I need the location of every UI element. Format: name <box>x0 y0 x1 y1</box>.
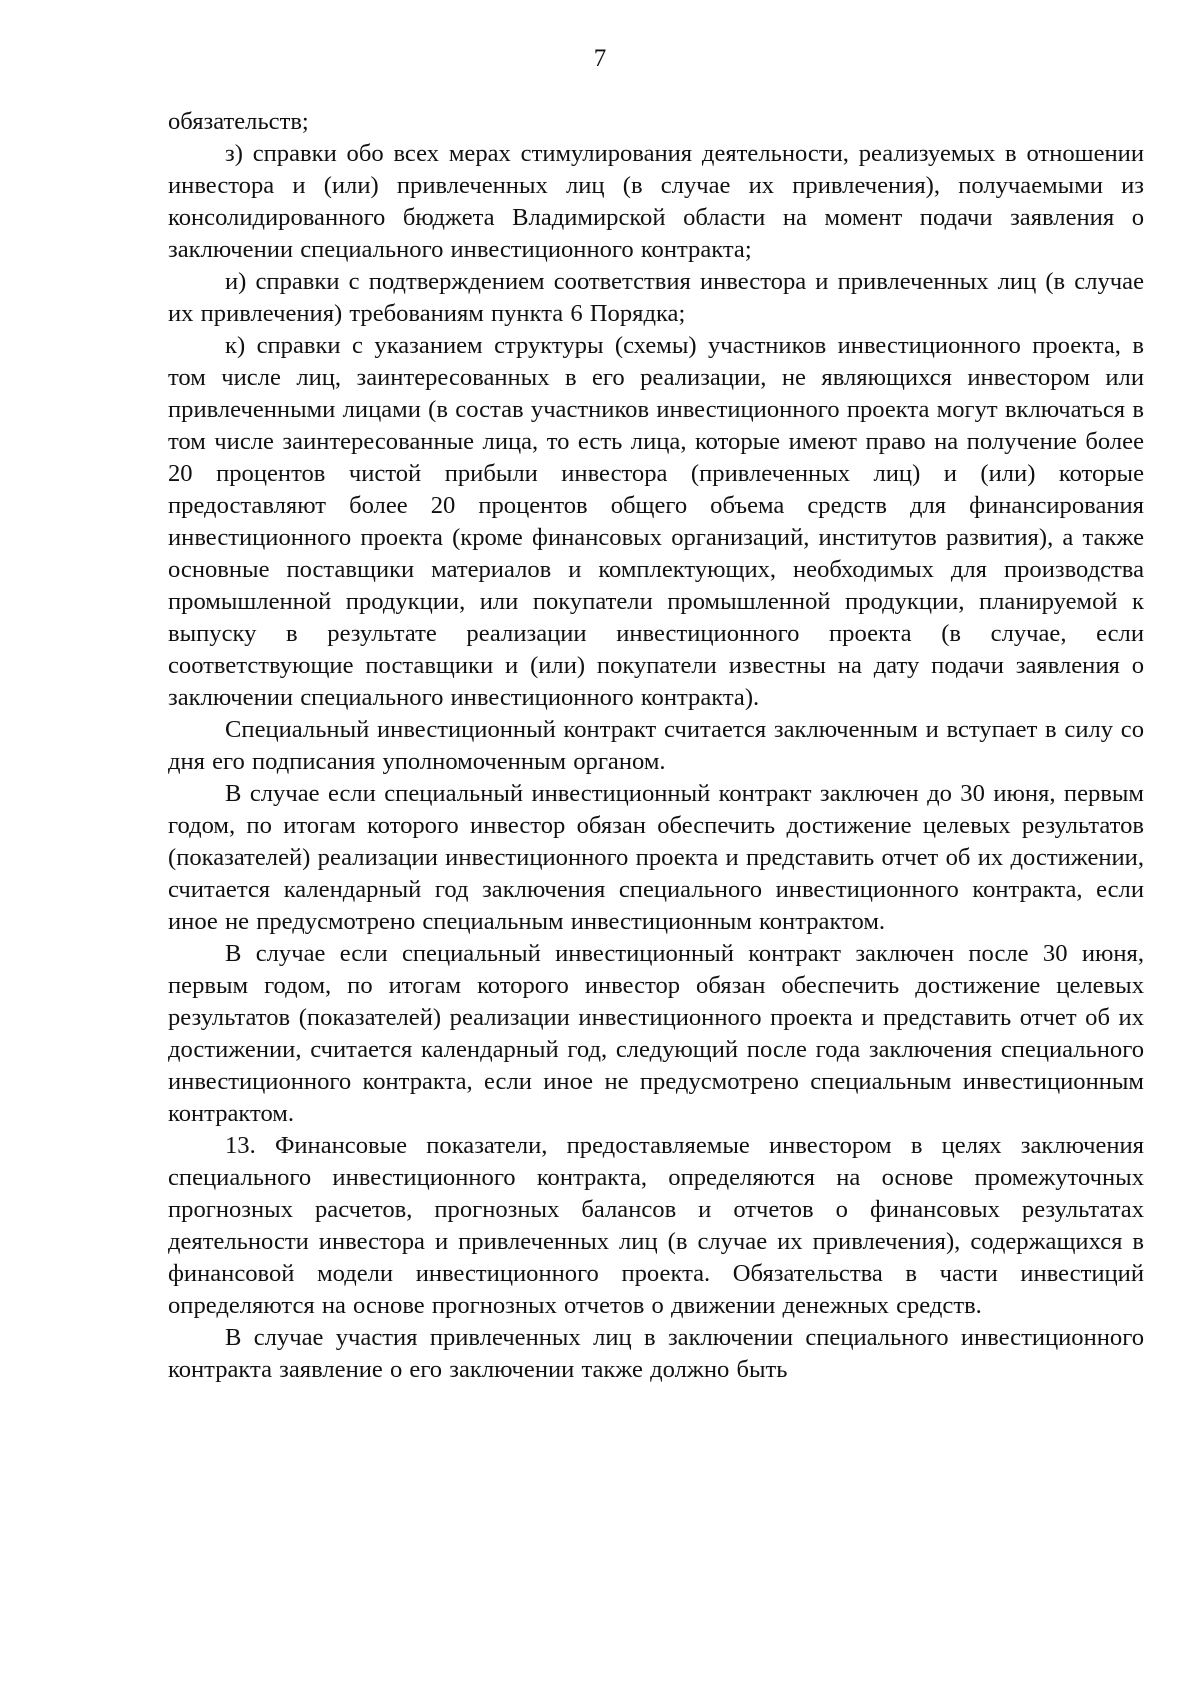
document-body <box>168 106 1144 1386</box>
page-number: 7 <box>593 45 607 72</box>
paragraph: з) справки обо всех мерах стимулирования деятельности, реализуемых в отношении инвестора и (или) привлеченных лиц (в случае их привлечения), получаемыми из консолидированного бюджета Владимирской области на момент подачи заявления о заключении специального инвестиционного контракта; <box>168 140 1144 263</box>
paragraph: В случае участия привлеченных лиц в заключении специального инвестиционного контракта заявление о его заключении также должно быть <box>168 1324 1144 1383</box>
paragraph: обязательств; <box>168 108 309 135</box>
paragraph: к) справки с указанием структуры (схемы) участников инвестиционного проекта, в том числе лиц, заинтересованных в его реализации, не являющихся инвестором или привлеченными лицами (в состав участников инвестиционного проекта могут включаться в том числе заинтересованные лица, то есть лица, которые имеют право на получение более 20 процентов чистой прибыли инвестора (привлеченных лиц) и (или) которые предоставляют более 20 процентов общего объема средств для финансирования инвестиционного проекта (кроме финансовых организаций, институтов развития), а также основные поставщики материалов и комплектующих, необходимых для производства промышленной продукции, или покупатели промышленной продукции, планируемой к выпуску в результате реализации инвестиционного проекта (в случае, если соответствующие поставщики и (или) покупатели известны на дату подачи заявления о заключении специального инвестиционного контракта). <box>168 332 1144 711</box>
paragraph: и) справки с подтверждением соответствия инвестора и привлеченных лиц (в случае их привлечения) требованиям пункта 6 Порядка; <box>168 268 1144 327</box>
paragraph: 13. Финансовые показатели, предоставляемые инвестором в целях заключения специального инвестиционного контракта, определяются на основе промежуточных прогнозных расчетов, прогнозных балансов и отчетов о финансовых результатах деятельности инвестора и привлеченных лиц (в случае их привлечения), содержащихся в финансовой модели инвестиционного проекта. Обязательства в части инвестиций определяются на основе прогнозных отчетов о движении денежных средств. <box>168 1132 1144 1319</box>
paragraph: В случае если специальный инвестиционный контракт заключен после 30 июня, первым годом, по итогам которого инвестор обязан обеспечить достижение целевых результатов (показателей) реализации инвестиционного проекта и представить отчет об их достижении, считается календарный год, следующий после года заключения специального инвестиционного контракта, если иное не предусмотрено специальным инвестиционным контрактом. <box>168 940 1144 1127</box>
paragraph: В случае если специальный инвестиционный контракт заключен до 30 июня, первым годом, по итогам которого инвестор обязан обеспечить достижение целевых результатов (показателей) реализации инвестиционного проекта и представить отчет об их достижении, считается календарный год заключения специального инвестиционного контракта, если иное не предусмотрено специальным инвестиционным контрактом. <box>168 780 1144 935</box>
paragraph: Специальный инвестиционный контракт считается заключенным и вступает в силу со дня его подписания уполномоченным органом. <box>168 716 1144 775</box>
